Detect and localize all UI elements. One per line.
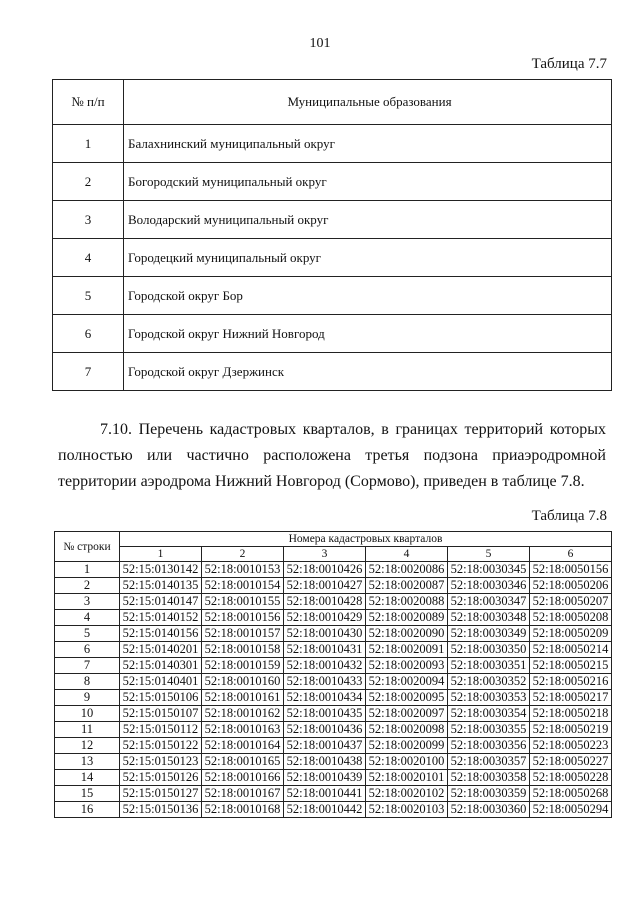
cadastral-number: 52:18:0010167 (202, 786, 284, 802)
table-row (55, 594, 612, 610)
column-number: 6 (530, 547, 612, 562)
cadastral-number: 52:15:0150122 (120, 738, 202, 754)
table-7-8-caption: Таблица 7.8 (531, 508, 607, 524)
cadastral-number: 52:18:0010166 (202, 770, 284, 786)
cadastral-number: 52:18:0020086 (366, 562, 448, 578)
column-number: 5 (448, 547, 530, 562)
municipality-name: Городской округ Бор (124, 277, 612, 315)
table-row (55, 706, 612, 722)
table-7-7-caption: Таблица 7.7 (531, 56, 607, 72)
table-row (53, 277, 612, 315)
cadastral-number: 52:18:0010159 (202, 658, 284, 674)
cadastral-number: 52:18:0020090 (366, 626, 448, 642)
cadastral-number: 52:18:0020089 (366, 610, 448, 626)
cadastral-number: 52:15:0140156 (120, 626, 202, 642)
table-row (55, 738, 612, 754)
row-number: 3 (53, 201, 124, 239)
cadastral-number: 52:18:0050216 (530, 674, 612, 690)
table-row (55, 690, 612, 706)
column-number: 4 (366, 547, 448, 562)
row-number: 5 (53, 277, 124, 315)
cadastral-number: 52:18:0010429 (284, 610, 366, 626)
cadastral-number: 52:18:0020097 (366, 706, 448, 722)
cadastral-number: 52:18:0030346 (448, 578, 530, 594)
cadastral-number: 52:18:0030357 (448, 754, 530, 770)
cadastral-number: 52:18:0050215 (530, 658, 612, 674)
cadastral-number: 52:18:0050268 (530, 786, 612, 802)
row-number: 7 (55, 658, 120, 674)
municipalities-table (52, 79, 612, 391)
cadastral-number: 52:15:0130142 (120, 562, 202, 578)
cadastral-number: 52:18:0020087 (366, 578, 448, 594)
cadastral-number: 52:18:0030350 (448, 642, 530, 658)
cadastral-number: 52:18:0020098 (366, 722, 448, 738)
cadastral-number: 52:18:0050209 (530, 626, 612, 642)
cadastral-number: 52:18:0050208 (530, 610, 612, 626)
cadastral-number: 52:18:0010426 (284, 562, 366, 578)
cadastral-number: 52:18:0010433 (284, 674, 366, 690)
table-row (55, 754, 612, 770)
row-number: 6 (55, 642, 120, 658)
cadastral-number: 52:18:0010168 (202, 802, 284, 818)
row-number: 8 (55, 674, 120, 690)
row-number: 2 (55, 578, 120, 594)
cadastral-number: 52:18:0050223 (530, 738, 612, 754)
column-number: 2 (202, 547, 284, 562)
row-number: 7 (53, 353, 124, 391)
cadastral-number: 52:15:0150123 (120, 754, 202, 770)
table-column-numbers-row (55, 547, 612, 562)
cadastral-number: 52:18:0010428 (284, 594, 366, 610)
cadastral-number: 52:18:0050294 (530, 802, 612, 818)
cadastral-number: 52:18:0010438 (284, 754, 366, 770)
cadastral-number: 52:18:0050156 (530, 562, 612, 578)
cadastral-number: 52:18:0020101 (366, 770, 448, 786)
municipality-name: Городской округ Дзержинск (124, 353, 612, 391)
header-num: № п/п (53, 80, 124, 125)
cadastral-number: 52:15:0140135 (120, 578, 202, 594)
cadastral-number: 52:18:0010153 (202, 562, 284, 578)
row-number: 9 (55, 690, 120, 706)
cadastral-number: 52:18:0010155 (202, 594, 284, 610)
header-row-number: № строки (55, 532, 120, 562)
cadastral-number: 52:15:0150127 (120, 786, 202, 802)
row-number: 11 (55, 722, 120, 738)
row-number: 14 (55, 770, 120, 786)
cadastral-number: 52:18:0030356 (448, 738, 530, 754)
column-number: 1 (120, 547, 202, 562)
row-number: 3 (55, 594, 120, 610)
cadastral-number: 52:18:0030355 (448, 722, 530, 738)
table-row (55, 642, 612, 658)
cadastral-number: 52:15:0150112 (120, 722, 202, 738)
cadastral-number: 52:18:0010160 (202, 674, 284, 690)
cadastral-number: 52:18:0020100 (366, 754, 448, 770)
cadastral-number: 52:18:0010427 (284, 578, 366, 594)
table-row (55, 770, 612, 786)
cadastral-number: 52:18:0010157 (202, 626, 284, 642)
cadastral-number: 52:18:0010430 (284, 626, 366, 642)
cadastral-number: 52:15:0150107 (120, 706, 202, 722)
cadastral-number: 52:18:0020091 (366, 642, 448, 658)
cadastral-number: 52:18:0030351 (448, 658, 530, 674)
cadastral-number: 52:18:0010431 (284, 642, 366, 658)
cadastral-number: 52:18:0030354 (448, 706, 530, 722)
table-header-row (55, 532, 612, 547)
cadastral-number: 52:18:0050217 (530, 690, 612, 706)
cadastral-number: 52:18:0020102 (366, 786, 448, 802)
table-row (53, 125, 612, 163)
table-row (53, 201, 612, 239)
cadastral-number: 52:15:0150126 (120, 770, 202, 786)
cadastral-number: 52:18:0030347 (448, 594, 530, 610)
cadastral-number: 52:18:0010161 (202, 690, 284, 706)
cadastral-number: 52:15:0150106 (120, 690, 202, 706)
cadastral-number: 52:18:0030360 (448, 802, 530, 818)
cadastral-number: 52:18:0010154 (202, 578, 284, 594)
cadastral-number: 52:18:0020094 (366, 674, 448, 690)
table-row (55, 578, 612, 594)
cadastral-number: 52:18:0050206 (530, 578, 612, 594)
cadastral-number: 52:18:0010435 (284, 706, 366, 722)
municipality-name: Городецкий муниципальный округ (124, 239, 612, 277)
table-row (55, 674, 612, 690)
cadastral-number: 52:18:0030345 (448, 562, 530, 578)
cadastral-number: 52:15:0150136 (120, 802, 202, 818)
cadastral-number: 52:18:0010162 (202, 706, 284, 722)
row-number: 16 (55, 802, 120, 818)
header-group: Номера кадастровых кварталов (120, 532, 612, 547)
row-number: 10 (55, 706, 120, 722)
cadastral-number: 52:18:0050214 (530, 642, 612, 658)
cadastral-number: 52:18:0050218 (530, 706, 612, 722)
row-number: 1 (53, 125, 124, 163)
table-row (53, 353, 612, 391)
cadastral-number: 52:18:0020095 (366, 690, 448, 706)
table-row (55, 802, 612, 818)
table-row (55, 626, 612, 642)
row-number: 13 (55, 754, 120, 770)
cadastral-number: 52:18:0010439 (284, 770, 366, 786)
cadastral-number: 52:18:0010442 (284, 802, 366, 818)
table-row (53, 315, 612, 353)
cadastral-number: 52:18:0020103 (366, 802, 448, 818)
cadastral-number: 52:18:0010436 (284, 722, 366, 738)
cadastral-number: 52:15:0140152 (120, 610, 202, 626)
page-number: 101 (309, 36, 331, 51)
cadastral-number: 52:18:0050227 (530, 754, 612, 770)
table-row (55, 610, 612, 626)
table-row (55, 658, 612, 674)
row-number: 6 (53, 315, 124, 353)
cadastral-number: 52:15:0140401 (120, 674, 202, 690)
municipality-name: Володарский муниципальный округ (124, 201, 612, 239)
cadastral-number: 52:15:0140147 (120, 594, 202, 610)
row-number: 5 (55, 626, 120, 642)
row-number: 2 (53, 163, 124, 201)
cadastral-number: 52:18:0010165 (202, 754, 284, 770)
cadastral-number: 52:18:0010156 (202, 610, 284, 626)
row-number: 4 (55, 610, 120, 626)
cadastral-number: 52:18:0050228 (530, 770, 612, 786)
table-row (55, 722, 612, 738)
cadastral-number: 52:15:0140201 (120, 642, 202, 658)
cadastral-number: 52:18:0010164 (202, 738, 284, 754)
header-name: Муниципальные образования (124, 80, 612, 125)
row-number: 1 (55, 562, 120, 578)
section-paragraph: 7.10. Перечень кадастровых кварталов, в границах территорий которых полностью или частично расположена третья подзона приаэродромной территории аэродрома Нижний Новгород (Сормово), приведен в таблице 7.8. (58, 421, 606, 490)
cadastral-number: 52:18:0010434 (284, 690, 366, 706)
cadastral-number: 52:18:0010441 (284, 786, 366, 802)
row-number: 4 (53, 239, 124, 277)
cadastral-number: 52:18:0030359 (448, 786, 530, 802)
table-row (53, 163, 612, 201)
cadastral-number: 52:18:0030348 (448, 610, 530, 626)
row-number: 12 (55, 738, 120, 754)
cadastral-number: 52:18:0030358 (448, 770, 530, 786)
cadastral-number: 52:18:0010163 (202, 722, 284, 738)
column-number: 3 (284, 547, 366, 562)
municipality-name: Городской округ Нижний Новгород (124, 315, 612, 353)
table-row (53, 239, 612, 277)
cadastral-quarters-table (54, 531, 612, 818)
row-number: 15 (55, 786, 120, 802)
cadastral-number: 52:18:0010158 (202, 642, 284, 658)
cadastral-number: 52:18:0050207 (530, 594, 612, 610)
cadastral-number: 52:18:0050219 (530, 722, 612, 738)
cadastral-number: 52:18:0030352 (448, 674, 530, 690)
cadastral-number: 52:18:0020099 (366, 738, 448, 754)
table-row (55, 786, 612, 802)
municipality-name: Богородский муниципальный округ (124, 163, 612, 201)
cadastral-number: 52:18:0010437 (284, 738, 366, 754)
cadastral-number: 52:18:0020093 (366, 658, 448, 674)
municipality-name: Балахнинский муниципальный округ (124, 125, 612, 163)
cadastral-number: 52:18:0030349 (448, 626, 530, 642)
cadastral-number: 52:18:0030353 (448, 690, 530, 706)
table-header-row (53, 80, 612, 125)
cadastral-number: 52:15:0140301 (120, 658, 202, 674)
cadastral-number: 52:18:0020088 (366, 594, 448, 610)
table-row (55, 562, 612, 578)
cadastral-number: 52:18:0010432 (284, 658, 366, 674)
